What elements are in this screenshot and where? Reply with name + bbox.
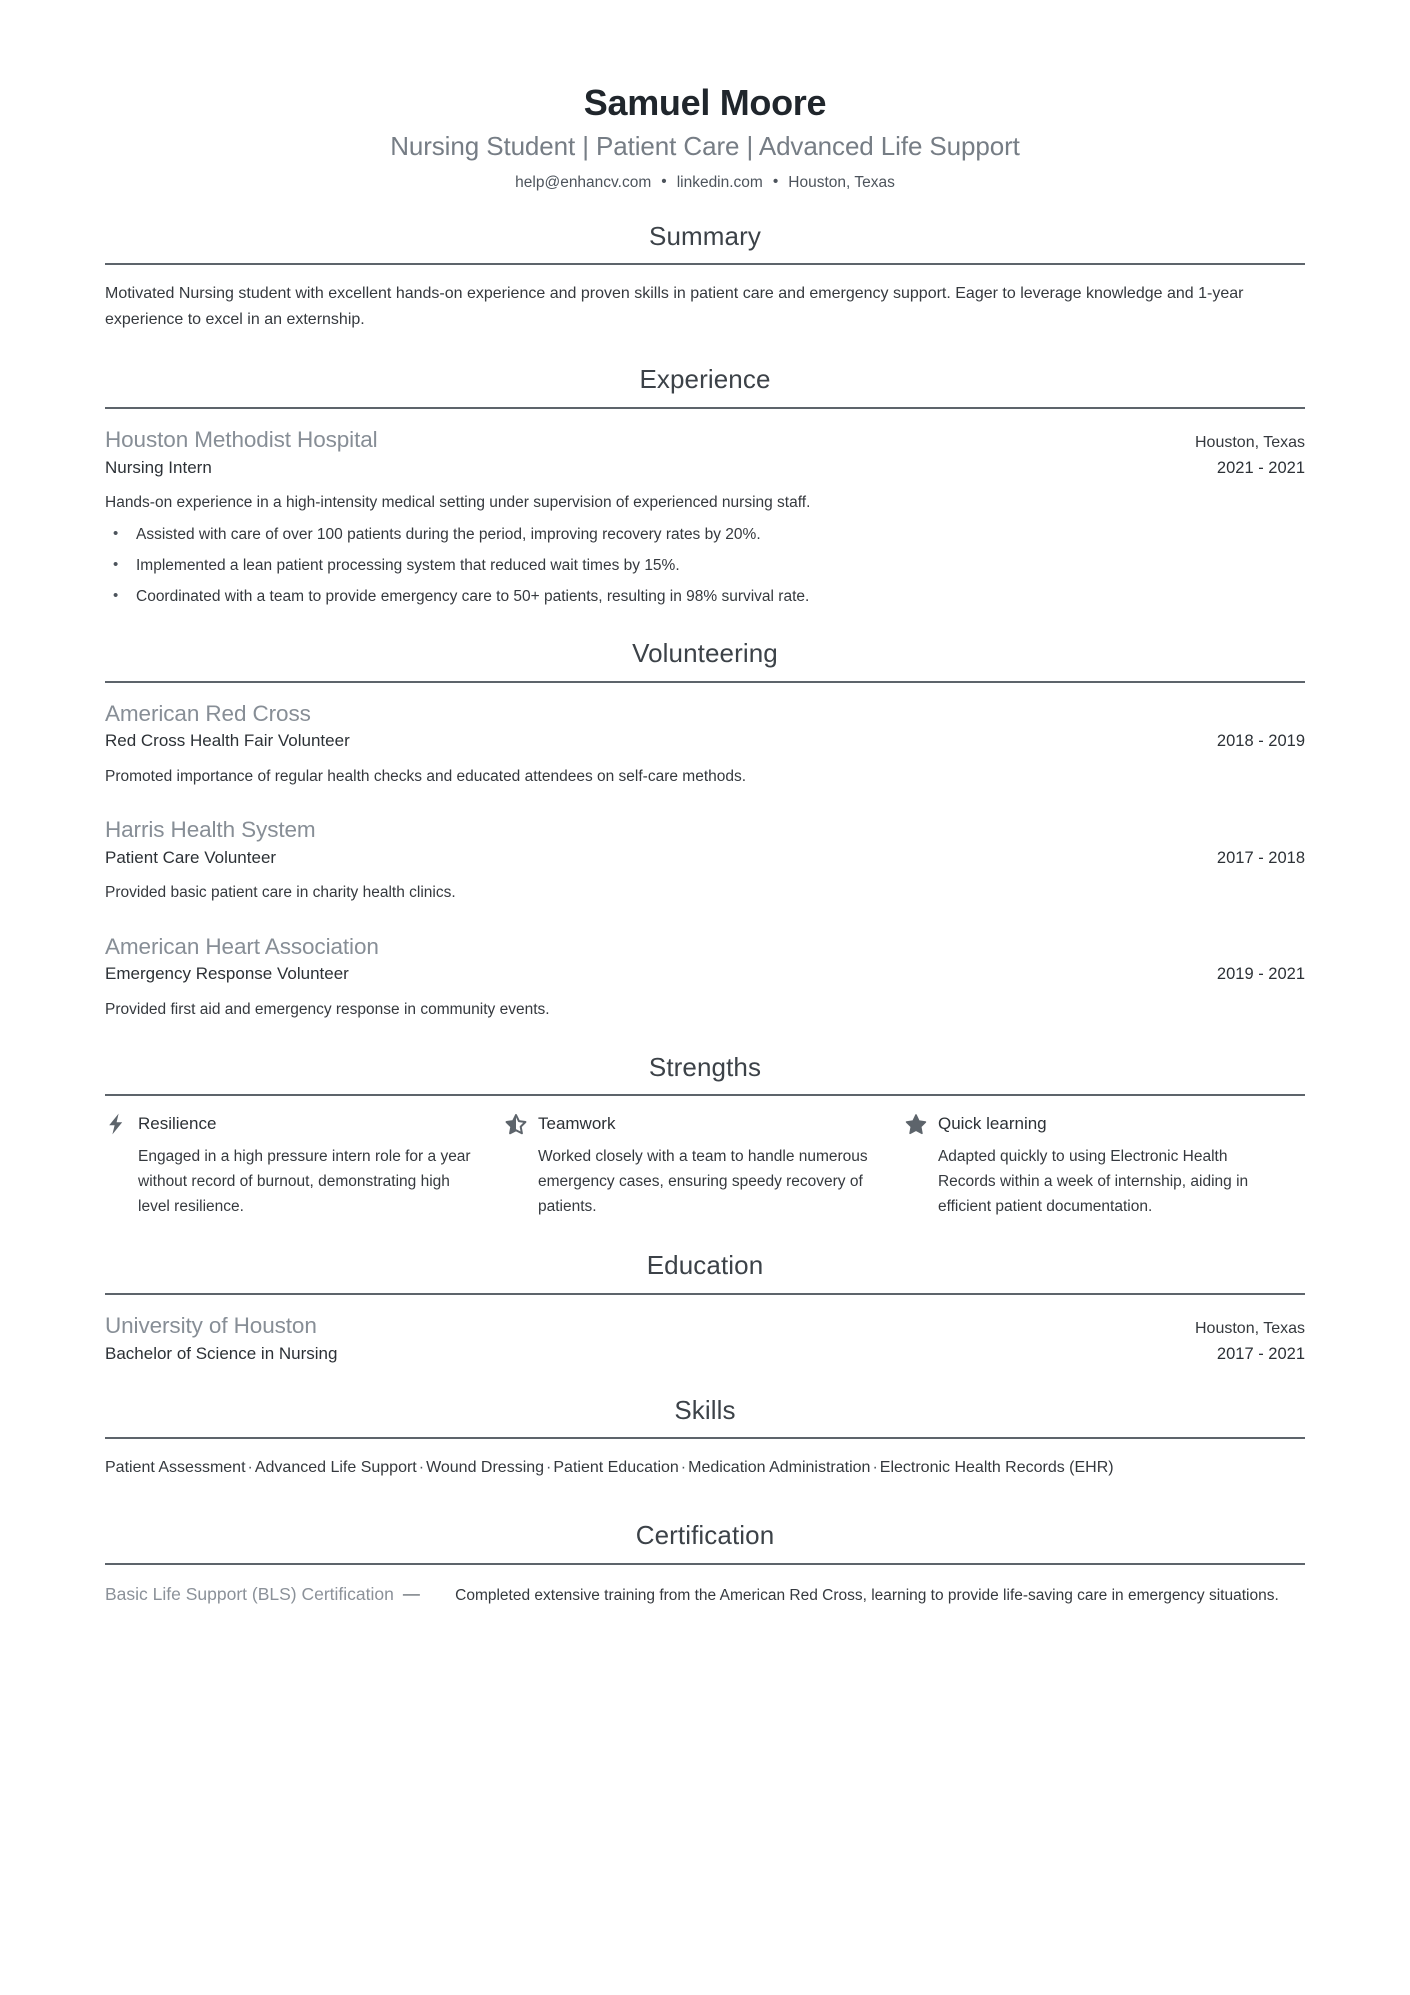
section-strengths	[105, 1051, 1305, 1220]
section-volunteering	[105, 637, 1305, 1023]
section-title-skills: Skills	[674, 1394, 736, 1425]
volunteering-entry	[105, 932, 1305, 1023]
certification-body	[105, 1565, 1305, 1608]
education-organization: University of Houston	[105, 1312, 317, 1338]
contact-linkedin[interactable]: linkedin.com	[676, 174, 763, 192]
strength-name: Quick learning	[937, 1114, 1047, 1134]
volunteering-entry	[105, 699, 1305, 790]
skill-separator: ·	[546, 1459, 552, 1477]
experience-organization: Houston Methodist Hospital	[105, 426, 378, 452]
certification-description: Completed extensive training from the American Red Cross, learning to provide life-saving care in emergency situations.	[455, 1586, 1279, 1604]
volunteering-description: Promoted importance of regular health checks and educated attendees on self-care methods.	[105, 767, 747, 785]
section-title-certification: Certification	[635, 1520, 775, 1551]
strength-item	[105, 1112, 505, 1219]
skills-list	[105, 1455, 1305, 1481]
volunteering-entry-role-row	[105, 729, 1305, 754]
experience-role: Nursing Intern	[105, 457, 212, 477]
section-title-strengths: Strengths	[648, 1051, 762, 1082]
skill-item: Electronic Health Records (EHR)	[879, 1459, 1114, 1477]
section-summary	[105, 220, 1305, 333]
experience-entry	[105, 425, 1305, 610]
volunteering-dates: 2018 - 2019	[1216, 731, 1305, 750]
skill-item: Advanced Life Support	[254, 1459, 417, 1477]
lightning-bolt-icon	[105, 1113, 127, 1135]
education-location: Houston, Texas	[1195, 1319, 1305, 1337]
skill-separator: ·	[872, 1459, 878, 1477]
experience-entry-role-row	[105, 456, 1305, 481]
skills-body	[105, 1439, 1305, 1481]
section-certification	[105, 1519, 1305, 1608]
skill-separator: ·	[418, 1459, 425, 1477]
strength-header	[105, 1112, 471, 1136]
volunteering-description: Provided basic patient care in charity health clinics.	[105, 884, 456, 902]
education-entry-header-row	[105, 1311, 1305, 1342]
skill-item: Patient Education	[553, 1459, 679, 1477]
strength-description: Engaged in a high pressure intern role for a year without record of burnout, demonstrating high level resilience.	[138, 1148, 471, 1216]
experience-bullet-list	[105, 523, 1305, 609]
certification-entry	[105, 1581, 1305, 1608]
volunteering-entry	[105, 815, 1305, 906]
skill-separator: ·	[680, 1459, 687, 1477]
experience-bullet: • Implemented a lean patient processing system that reduced wait times by 15%.	[105, 554, 1305, 578]
professional-headline: Nursing Student | Patient Care | Advanced Life Support	[390, 131, 1020, 162]
summary-text: Motivated Nursing student with excellent hands-on experience and proven skills in patient care and emergency support. Eager to leverage knowledge and 1-year experience to excel in an externship.	[105, 285, 1244, 329]
skill-item: Medication Administration	[688, 1459, 871, 1477]
contact-location: Houston, Texas	[788, 174, 895, 192]
certification-dash: —	[402, 1583, 420, 1603]
contact-separator-2: •	[772, 173, 779, 191]
strength-header	[505, 1112, 871, 1136]
volunteering-role: Patient Care Volunteer	[105, 847, 277, 867]
experience-entry-header-row	[105, 425, 1305, 456]
section-skills	[105, 1394, 1305, 1481]
strength-name: Teamwork	[537, 1114, 616, 1134]
experience-dates: 2021 - 2021	[1216, 458, 1305, 477]
strength-item	[905, 1112, 1305, 1219]
strengths-grid	[105, 1096, 1305, 1219]
volunteering-organization: Harris Health System	[105, 817, 316, 843]
filled-star-icon	[905, 1113, 927, 1135]
contact-separator-1: •	[661, 173, 667, 191]
volunteering-description: Provided first aid and emergency response in community events.	[105, 1001, 550, 1019]
contact-line	[105, 172, 1305, 194]
strength-name: Resilience	[138, 1114, 217, 1134]
certification-name: Basic Life Support (BLS) Certification	[105, 1583, 394, 1604]
volunteering-dates: 2017 - 2018	[1216, 848, 1305, 867]
half-star-icon	[505, 1113, 527, 1135]
skill-item: Patient Assessment	[105, 1459, 246, 1477]
education-body	[105, 1295, 1305, 1367]
volunteering-dates: 2019 - 2021	[1216, 965, 1305, 984]
experience-body	[105, 409, 1305, 610]
volunteering-role: Emergency Response Volunteer	[105, 964, 349, 984]
resume-header	[105, 0, 1305, 194]
volunteering-organization: American Red Cross	[105, 700, 311, 726]
volunteering-entry-role-row	[105, 962, 1305, 987]
strength-item	[505, 1112, 905, 1219]
strength-header	[905, 1112, 1271, 1136]
volunteering-body	[105, 683, 1305, 1023]
education-degree: Bachelor of Science in Nursing	[105, 1343, 338, 1363]
section-experience	[105, 363, 1305, 609]
volunteering-entry-role-row	[105, 846, 1305, 871]
section-title-experience: Experience	[639, 364, 771, 395]
section-title-education: Education	[646, 1250, 764, 1281]
education-entry	[105, 1311, 1305, 1367]
contact-email[interactable]: help@enhancv.com	[515, 174, 652, 192]
volunteering-organization: American Heart Association	[105, 934, 379, 960]
education-dates: 2017 - 2021	[1216, 1344, 1305, 1363]
section-education	[105, 1249, 1305, 1366]
education-entry-degree-row	[105, 1342, 1305, 1367]
experience-bullet: • Assisted with care of over 100 patients during the period, improving recovery rates by 20%.	[105, 523, 1305, 547]
section-title-volunteering: Volunteering	[632, 638, 778, 669]
experience-location: Houston, Texas	[1195, 433, 1305, 451]
experience-description: Hands-on experience in a high-intensity medical setting under supervision of experienced nursing staff.	[105, 494, 811, 512]
strength-description: Worked closely with a team to handle numerous emergency cases, ensuring speedy recovery of patients.	[537, 1148, 868, 1216]
strength-description: Adapted quickly to using Electronic Health Records within a week of internship, aiding in efficient patient documentation.	[937, 1148, 1249, 1216]
section-title-summary: Summary	[649, 220, 761, 251]
experience-bullet: • Coordinated with a team to provide emergency care to 50+ patients, resulting in 98% survival rate.	[105, 585, 1305, 609]
skill-separator: ·	[247, 1459, 253, 1477]
skill-item: Wound Dressing	[426, 1459, 545, 1477]
volunteering-role: Red Cross Health Fair Volunteer	[105, 730, 350, 750]
summary-body	[105, 265, 1305, 333]
page-title: Samuel Moore	[583, 82, 827, 123]
